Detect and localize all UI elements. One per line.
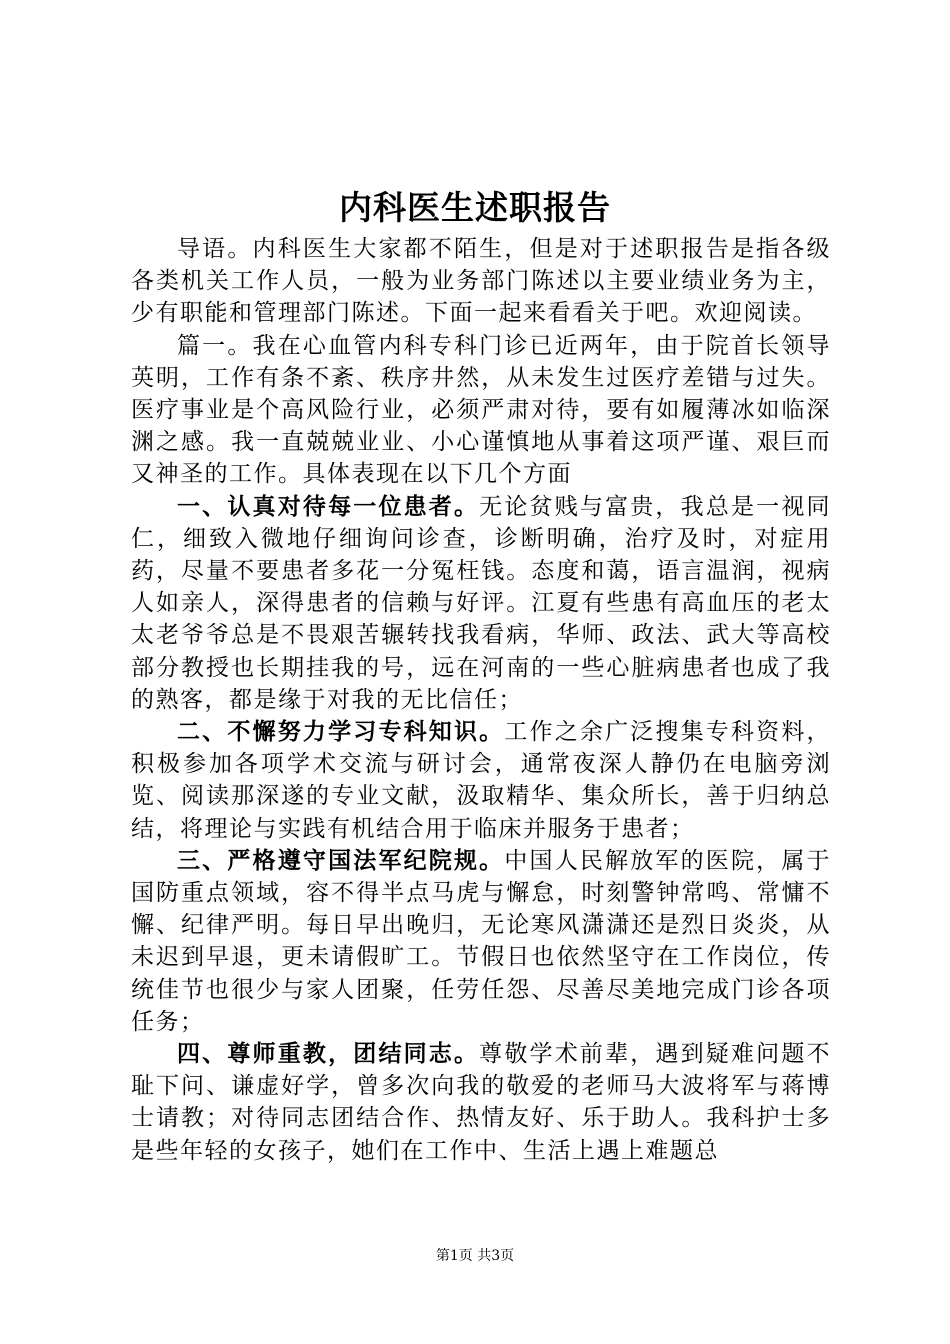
paragraph-heading: 一、认真对待每一位患者。 bbox=[177, 493, 480, 520]
page-number-footer: 第1页 共3页 bbox=[435, 1248, 515, 1264]
paragraph-text: 工作之余广泛搜集专科资料，积极参加各项学术交流与研讨会，通常夜深人静仍在电脑旁浏览、阅读那深遂的专业文献，汲取精华、集众所长，善于归纳总结，将理论与实践有机结合用于临床并服务于患者； bbox=[131, 719, 832, 842]
paragraph-text: 篇一。我在心血管内科专科门诊已近两年，由于院首长领导英明，工作有条不紊、秩序井然，从未发生过医疗差错与过失。医疗事业是个高风险行业，必须严肃对待，要有如履薄冰如临深渊之感。我一直兢兢业业、小心谨慎地从事着这项严谨、艰巨而又神圣的工作。具体表现在以下几个方面 bbox=[131, 332, 831, 488]
paragraph-point-3 bbox=[131, 845, 831, 1038]
paragraph-heading: 四、尊师重教，团结同志。 bbox=[177, 1041, 480, 1068]
paragraph-text: 尊敬学术前辈，遇到疑难问题不耻下问、谦虚好学，曾多次向我的敬爱的老师马大波将军与蒋博士请教；对待同志团结合作、热情友好、乐于助人。我科护士多是些年轻的女孩子，她们在工作中、生活上遇上难题总 bbox=[131, 1041, 832, 1164]
paragraph-point-2 bbox=[131, 716, 831, 845]
paragraph-heading: 二、不懈努力学习专科知识。 bbox=[177, 719, 505, 746]
paragraph-text: 导语。内科医生大家都不陌生，但是对于述职报告是指各级各类机关工作人员，一般为业务部门陈述以主要业绩业务为主，少有职能和管理部门陈述。下面一起来看看关于吧。欢迎阅读。 bbox=[131, 236, 831, 327]
paragraph-intro bbox=[131, 233, 831, 330]
paragraph-text: 无论贫贱与富贵，我总是一视同仁，细致入微地仔细询问诊查，诊断明确，治疗及时，对症用药，尽量不要患者多花一分冤枉钱。态度和蔼，语言温润，视病人如亲人，深得患者的信赖与好评。江夏有些患有高血压的老太太老爷爷总是不畏艰苦辗转找我看病，华师、政法、武大等高校部分教授也长期挂我的号，远在河南的一些心脏病患者也成了我的熟客，都是缘于对我的无比信任； bbox=[131, 493, 832, 713]
paragraph-part-one bbox=[131, 330, 831, 491]
document-title: 内科医生述职报告 bbox=[339, 188, 611, 227]
document-body bbox=[131, 233, 831, 1167]
paragraph-point-1 bbox=[131, 491, 831, 716]
paragraph-point-4 bbox=[131, 1038, 831, 1167]
paragraph-heading: 三、严格遵守国法军纪院规。 bbox=[177, 847, 505, 874]
paragraph-text: 中国人民解放军的医院，属于国防重点领域，容不得半点马虎与懈怠，时刻警钟常鸣、常慵不懈、纪律严明。每日早出晚归，无论寒风潇潇还是烈日炎炎，从未迟到早退，更未请假旷工。节假日也依然坚守在工作岗位，传统佳节也很少与家人团聚，任劳任怨、尽善尽美地完成门诊各项任务； bbox=[131, 847, 832, 1035]
